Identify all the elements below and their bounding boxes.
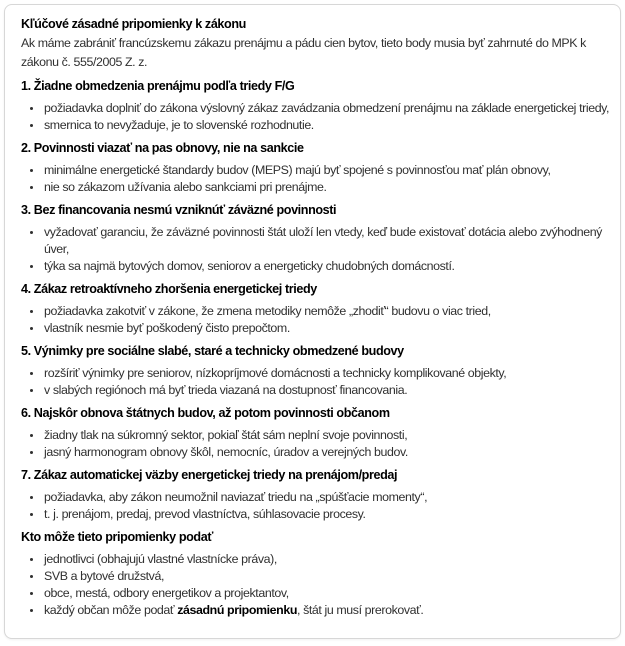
bullet-list-8 <box>21 551 610 619</box>
bullet-list-4 <box>21 303 610 337</box>
bullet-item: • rozšíriť výnimky pre seniorov, nízkopríjmové domácnosti a technicky komplikované objekty, <box>43 365 610 382</box>
section-heading-7: 7. Zákaz automatickej väzby energetickej triedy na prenájom/predaj <box>21 468 398 482</box>
bullet-item: • v slabých regiónoch má byť trieda viazaná na dostupnosť financovania. <box>43 382 610 399</box>
bullet-item: • smernica to nevyžaduje, je to slovenské rozhodnutie. <box>43 117 610 134</box>
bullet-item: • požiadavka zakotviť v zákone, že zmena metodiky nemôže „zhodiť“ budovu o viac tried, <box>43 303 610 320</box>
section-heading-6: 6. Najskôr obnova štátnych budov, až potom povinnosti občanom <box>21 406 390 420</box>
bullet-text-suffix: , štát ju musí prerokovať. <box>297 603 424 617</box>
section-heading-4: 4. Zákaz retroaktívneho zhoršenia energetickej triedy <box>21 282 317 296</box>
section-heading-kto-moze-podat: Kto môže tieto pripomienky podať <box>21 530 213 544</box>
bullet-list-7 <box>21 489 610 523</box>
bullet-text-prefix: každý občan môže podať <box>44 603 178 617</box>
bullet-item: • vyžadovať garanciu, že záväzné povinnosti štát uloží len vtedy, keď bude existovať dotácia alebo zvýhodnený úver, <box>43 224 610 258</box>
bullet-item-with-bold <box>43 602 610 619</box>
bullet-item: • jasný harmonogram obnovy škôl, nemocníc, úradov a verejných budov. <box>43 444 610 461</box>
bullet-item: • nie so zákazom užívania alebo sankciami pri prenájme. <box>43 179 610 196</box>
section-heading-5: 5. Výnimky pre sociálne slabé, staré a technicky obmedzené budovy <box>21 344 404 358</box>
bullet-list-5 <box>21 365 610 399</box>
bullet-item: • požiadavka doplniť do zákona výslovný zákaz zavádzania obmedzení prenájmu na základe energetickej triedy, <box>43 100 610 117</box>
bullet-item: • požiadavka, aby zákon neumožnil naviazať triedu na „spúšťacie momenty“, <box>43 489 610 506</box>
bullet-list-6 <box>21 427 610 461</box>
document-title: Kľúčové zásadné pripomienky k zákonu <box>21 17 246 31</box>
section-heading-2: 2. Povinnosti viazať na pas obnovy, nie na sankcie <box>21 141 304 155</box>
bullet-item: • t. j. prenájom, predaj, prevod vlastníctva, súhlasovacie procesy. <box>43 506 610 523</box>
bullet-text-bold: zásadnú pripomienku <box>177 603 297 617</box>
pripomienky-card <box>4 4 621 639</box>
bullet-list-3 <box>21 224 610 275</box>
bullet-list-1 <box>21 100 610 134</box>
bullet-item: • žiadny tlak na súkromný sektor, pokiaľ štát sám neplní svoje povinnosti, <box>43 427 610 444</box>
section-heading-1: 1. Žiadne obmedzenia prenájmu podľa triedy F/G <box>21 79 295 93</box>
bullet-list-2 <box>21 162 610 196</box>
bullet-item: • vlastník nesmie byť poškodený čisto prepočtom. <box>43 320 610 337</box>
bullet-item: • jednotlivci (obhajujú vlastné vlastnícke práva), <box>43 551 610 568</box>
bullet-item: • minimálne energetické štandardy budov (MEPS) majú byť spojené s povinnosťou mať plán obnovy, <box>43 162 610 179</box>
bullet-item: • SVB a bytové družstvá, <box>43 568 610 585</box>
section-heading-3: 3. Bez financovania nesmú vzniknúť záväzné povinnosti <box>21 203 337 217</box>
bullet-item: • obce, mestá, odbory energetikov a projektantov, <box>43 585 610 602</box>
bullet-item: • týka sa najmä bytových domov, seniorov a energeticky chudobných domácností. <box>43 258 610 275</box>
intro-paragraph: Ak máme zabrániť francúzskemu zákazu prenájmu a pádu cien bytov, tieto body musia byť zahrnuté do MPK k zákonu č. 555/2005 Z. z. <box>21 36 586 69</box>
